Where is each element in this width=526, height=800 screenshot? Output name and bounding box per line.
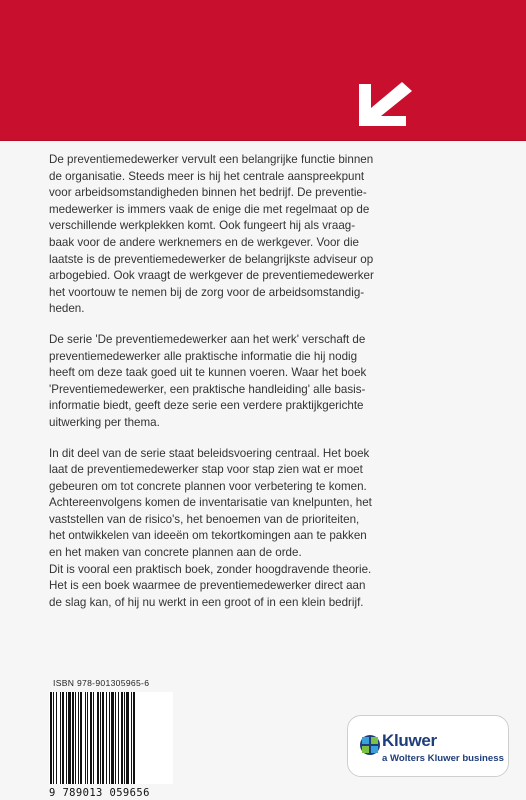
blurb-text [49, 152, 499, 625]
publisher-name: Kluwer [382, 731, 437, 750]
blurb-paragraph-3: In dit deel van de serie staat beleidsvoering centraal. Het boek laat de preventiemedewerker stap voor stap zien wat er moet gebeuren om tot concrete plannen voor verbetering te komen. Achtereenvolgens komen de inventarisatie van knelpunten, het vaststellen van de risico's, het benoemen van de prioriteiten, het ontwikkelen van ideeën om tekortkomingen aan te pakken en het maken van concrete plannen aan de orde. Dit is vooral een praktisch boek, zonder hoogdravende theorie. Het is een boek waarmee de preventiemedewerker direct aan de slag kan, of hij nu werkt in een groot of in een klein bedrijf. [49, 446, 372, 609]
blurb-paragraph-1: De preventiemedewerker vervult een belangrijke functie binnen de organisatie. Steeds meer is hij het centrale aanspreekpunt voor arbeidsomstandigheden binnen het bedrijf. De preventie- medewerker is immers vaak de enige die met regelmaat op de verschillende werkplekken komt. Ook fungeert hij als vraag- baak voor de andere werknemers en de werkgever. Voor die laatste is de preventiemedewerker de belangrijkste adviseur op arbogebied. Ook vraagt de werkgever de preventiemedewerker het voortouw te nemen bij de zorg voor de arbeidsomstandig- heden. [49, 153, 374, 316]
down-left-arrow-icon [352, 78, 418, 130]
barcode [49, 692, 173, 784]
barcode-digits: 9 789013 059656 [49, 787, 150, 799]
blurb-paragraph-2: De serie 'De preventiemedewerker aan het werk' verschaft de preventiemedewerker alle praktische informatie die hij nodig heeft om deze taak goed uit te kunnen voeren. Waar het boek 'Preventiemedewerker, een praktische handleiding' alle basis- informatie biedt, geeft deze serie een verdere praktijkgerichte uitwerking per thema. [49, 332, 367, 429]
isbn-label: ISBN 978-901305965-6 [53, 678, 150, 688]
publisher-logo-box [347, 715, 509, 777]
isbn-block [49, 678, 173, 799]
kluwer-sphere-icon [359, 734, 381, 756]
publisher-tagline: a Wolters Kluwer business [382, 753, 504, 764]
red-header-band [0, 0, 526, 141]
